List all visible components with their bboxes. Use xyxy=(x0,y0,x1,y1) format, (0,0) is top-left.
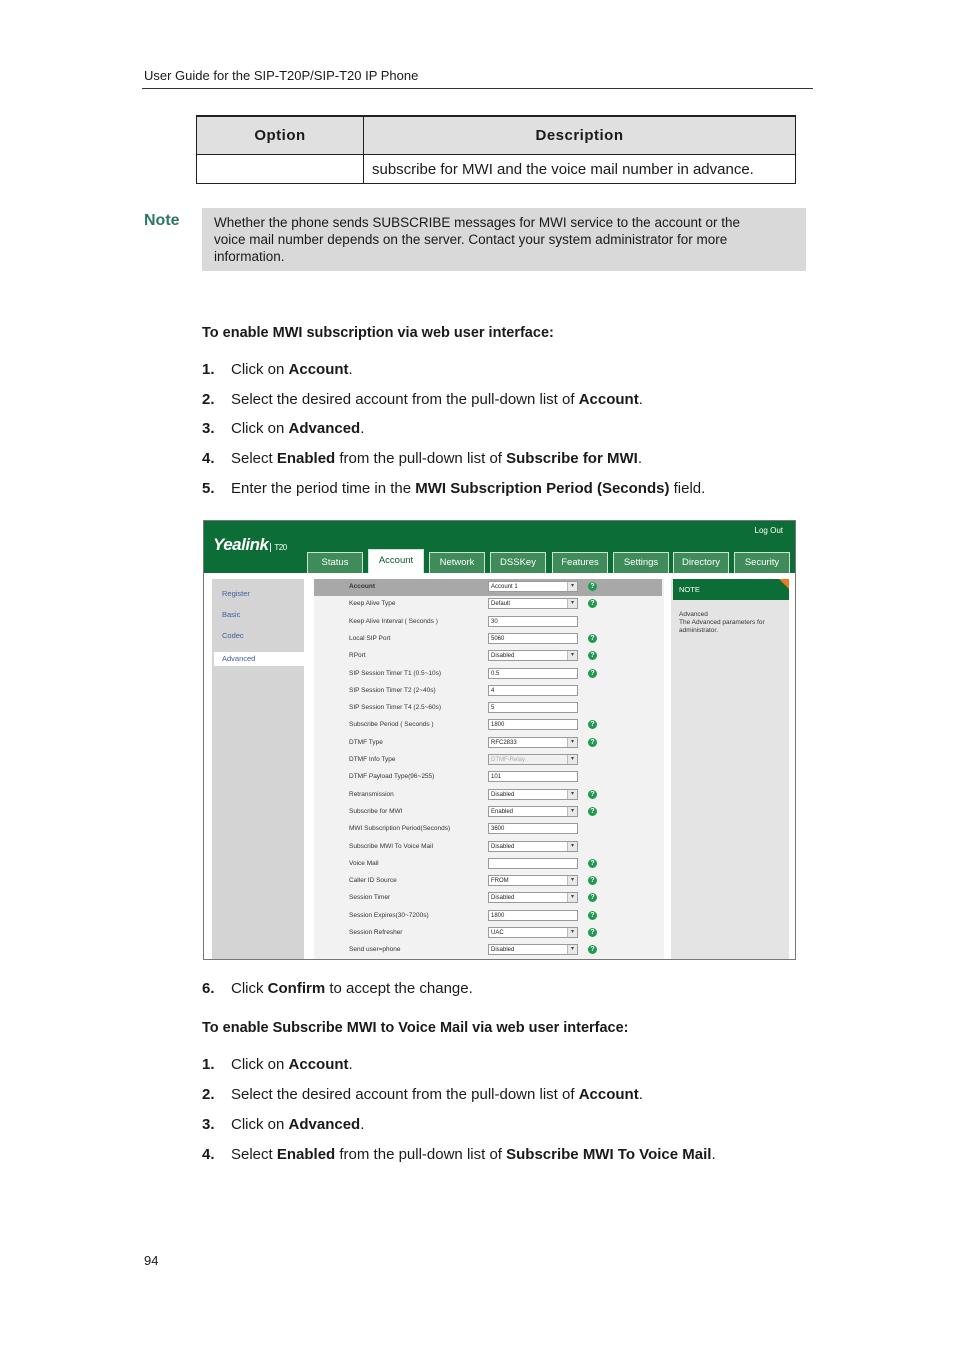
step-text: Click on xyxy=(231,1056,289,1073)
chevron-down-icon[interactable]: ▾ xyxy=(567,651,577,660)
field-label: DTMF Info Type xyxy=(349,756,396,763)
field-label: Session Refresher xyxy=(349,929,403,936)
web-ui-screenshot xyxy=(203,520,796,960)
tab-dsskey[interactable]: DSSKey xyxy=(490,552,546,573)
step-text: . xyxy=(637,450,642,467)
sidebar-item-codec[interactable]: Codec xyxy=(222,631,244,640)
note-panel-heading: Advanced xyxy=(679,611,708,618)
text-field[interactable] xyxy=(488,858,578,869)
field-value: Default xyxy=(491,601,511,608)
note-line: information. xyxy=(214,249,285,264)
step-number: 6. xyxy=(202,980,215,997)
form-row xyxy=(314,683,662,700)
logout-link[interactable]: Log Out xyxy=(754,526,783,535)
header-rule xyxy=(142,88,813,89)
tab-network[interactable]: Network xyxy=(429,552,485,573)
form-row xyxy=(314,700,662,717)
step-text: . xyxy=(360,1116,365,1133)
chevron-down-icon[interactable]: ▾ xyxy=(567,755,577,764)
note-panel xyxy=(671,579,789,959)
note-line: voice mail number depends on the server. Contact your system administrator for more xyxy=(214,232,728,247)
field-value: 0.5 xyxy=(491,670,500,677)
chevron-down-icon[interactable]: ▾ xyxy=(567,928,577,937)
step-bold-term: Confirm xyxy=(267,980,326,997)
field-value: 3600 xyxy=(491,826,505,833)
form-row xyxy=(314,908,662,925)
option-table xyxy=(196,115,796,184)
note-line: Whether the phone sends SUBSCRIBE messages for MWI service to the account or the xyxy=(214,215,740,230)
yealink-logo: Yealink T20 xyxy=(213,535,287,554)
step-bold-term: Advanced xyxy=(288,1116,361,1133)
form-row xyxy=(314,890,662,907)
description-cell: subscribe for MWI and the voice mail number in advance. xyxy=(364,155,796,184)
text-field[interactable] xyxy=(488,823,578,834)
tab-settings[interactable]: Settings xyxy=(613,552,669,573)
description-column-header: Description xyxy=(364,116,796,155)
step-text: . xyxy=(360,420,365,437)
step-text: . xyxy=(348,1056,353,1073)
section-heading: To enable MWI subscription via web user interface: xyxy=(202,325,554,341)
chevron-down-icon[interactable]: ▾ xyxy=(567,945,577,954)
form-row xyxy=(314,942,662,959)
field-label: DTMF Payload Type(96~255) xyxy=(349,773,435,781)
form-row xyxy=(314,925,662,942)
step-bold-term: Account xyxy=(288,361,349,378)
field-label: Subscribe MWI To Voice Mail xyxy=(349,842,434,850)
field-value: 30 xyxy=(491,618,498,625)
field-value: FROM xyxy=(491,878,509,885)
field-label: DTMF Type xyxy=(349,738,383,746)
field-value: UAC xyxy=(491,930,504,936)
select-field[interactable] xyxy=(488,806,578,817)
chevron-down-icon[interactable]: ▾ xyxy=(567,807,577,816)
step-text: to accept the change. xyxy=(325,980,473,997)
select-field[interactable] xyxy=(488,754,578,765)
field-label: Subscribe for MWI xyxy=(349,807,403,815)
form-row xyxy=(314,839,662,856)
chevron-down-icon[interactable]: ▾ xyxy=(567,893,577,902)
field-value: 1800 xyxy=(491,912,505,919)
field-label: Session Expires(30~7200s) xyxy=(349,911,429,919)
field-label: Send user=phone xyxy=(349,946,401,954)
note-box xyxy=(202,208,806,271)
text-field[interactable] xyxy=(488,616,578,627)
field-label: Voice Mail xyxy=(349,859,379,867)
step-item xyxy=(202,980,473,997)
form-row xyxy=(314,614,662,631)
step-text: from the pull-down list of xyxy=(335,450,507,467)
step-text: Select the desired account from the pull-down list of xyxy=(231,1086,579,1103)
step-number: 1. xyxy=(202,1056,215,1073)
field-label: Subscribe Period ( Seconds ) xyxy=(349,721,434,729)
field-value: DTMF-Relay xyxy=(491,757,525,763)
field-value: Disabled xyxy=(491,895,515,902)
help-icon[interactable]: ? xyxy=(588,651,597,660)
step-text: field. xyxy=(669,480,706,497)
text-field[interactable] xyxy=(488,719,578,730)
chevron-down-icon[interactable]: ▾ xyxy=(567,790,577,799)
step-item xyxy=(202,480,705,497)
select-field[interactable] xyxy=(488,581,578,592)
field-value: 1800 xyxy=(491,722,505,729)
sidebar-item-register[interactable]: Register xyxy=(222,589,250,598)
step-bold-term: Enabled xyxy=(276,450,336,467)
step-text: . xyxy=(711,1146,716,1163)
field-value: 5060 xyxy=(491,635,505,642)
step-number: 3. xyxy=(202,1116,215,1133)
form-row xyxy=(314,717,662,734)
field-label: Caller ID Source xyxy=(349,877,397,885)
note-panel-title: NOTE xyxy=(673,579,789,600)
select-field[interactable] xyxy=(488,598,578,609)
option-column-header: Option xyxy=(197,116,364,155)
field-label: SIP Session Timer T1 (0.5~10s) xyxy=(349,669,442,677)
sidebar-item-advanced[interactable]: Advanced xyxy=(214,652,304,666)
step-number: 2. xyxy=(202,1086,215,1103)
step-item xyxy=(202,420,364,437)
help-icon[interactable]: ? xyxy=(588,582,597,591)
step-number: 3. xyxy=(202,420,215,437)
form-row xyxy=(314,579,662,596)
field-label: SIP Session Timer T4 (2.5~60s) xyxy=(349,704,442,712)
tab-account[interactable]: Account xyxy=(368,549,424,573)
step-text: . xyxy=(638,1086,643,1103)
form-row xyxy=(314,769,662,786)
field-label: Local SIP Port xyxy=(349,634,391,642)
field-label: Retransmission xyxy=(349,790,394,798)
step-text: Select xyxy=(231,1146,277,1163)
help-icon[interactable]: ? xyxy=(588,790,597,799)
text-field[interactable] xyxy=(488,910,578,921)
select-field[interactable] xyxy=(488,944,578,955)
field-label: Account xyxy=(349,583,375,590)
step-bold-term: Account xyxy=(578,1086,639,1103)
text-field[interactable] xyxy=(488,633,578,644)
field-label: Keep Alive Type xyxy=(349,600,396,608)
chevron-down-icon[interactable]: ▾ xyxy=(567,582,577,591)
step-bold-term: Enabled xyxy=(276,1146,336,1163)
step-text: Select xyxy=(231,450,277,467)
step-bold-term: Subscribe MWI To Voice Mail xyxy=(506,1146,712,1163)
text-field[interactable] xyxy=(488,685,578,696)
form-row xyxy=(314,787,662,804)
page-number: 94 xyxy=(144,1253,159,1268)
field-value: Disabled xyxy=(491,791,515,798)
note-panel-body xyxy=(679,611,785,635)
step-item xyxy=(202,450,642,467)
chevron-down-icon[interactable]: ▾ xyxy=(567,599,577,608)
form-row xyxy=(314,666,662,683)
chevron-down-icon[interactable]: ▾ xyxy=(567,876,577,885)
step-bold-term: Subscribe for MWI xyxy=(506,450,638,467)
help-icon[interactable]: ? xyxy=(588,928,597,937)
step-number: 4. xyxy=(202,1146,215,1163)
select-field[interactable] xyxy=(488,841,578,852)
select-field[interactable] xyxy=(488,875,578,886)
form-row xyxy=(314,873,662,890)
help-icon[interactable]: ? xyxy=(588,876,597,885)
text-field[interactable] xyxy=(488,668,578,679)
section-heading: To enable Subscribe MWI to Voice Mail via web user interface: xyxy=(202,1020,629,1036)
field-value: Disabled xyxy=(491,947,515,954)
running-header: User Guide for the SIP-T20P/SIP-T20 IP Phone xyxy=(144,68,419,83)
help-icon[interactable]: ? xyxy=(588,634,597,643)
help-icon[interactable]: ? xyxy=(588,738,597,747)
step-text: Click on xyxy=(231,361,289,378)
help-icon[interactable]: ? xyxy=(588,720,597,729)
field-label: Session Timer xyxy=(349,894,391,902)
tab-directory[interactable]: Directory xyxy=(673,552,729,573)
field-value: Disabled xyxy=(491,843,515,850)
step-number: 4. xyxy=(202,450,215,467)
field-value: 5 xyxy=(491,705,495,712)
note-corner-icon xyxy=(779,579,789,589)
select-field[interactable] xyxy=(488,650,578,661)
tab-features[interactable]: Features xyxy=(552,552,608,573)
help-icon[interactable]: ? xyxy=(588,807,597,816)
field-value: Account 1 xyxy=(491,584,518,590)
field-value: Disabled xyxy=(491,653,515,660)
step-number: 2. xyxy=(202,391,215,408)
help-icon[interactable]: ? xyxy=(588,859,597,868)
step-bold-term: MWI Subscription Period (Seconds) xyxy=(415,480,670,497)
select-field[interactable] xyxy=(488,927,578,938)
chevron-down-icon[interactable]: ▾ xyxy=(567,738,577,747)
form-row xyxy=(314,596,662,613)
step-bold-term: Account xyxy=(578,391,639,408)
form-row xyxy=(314,631,662,648)
field-value: 101 xyxy=(491,774,502,781)
form-row xyxy=(314,648,662,665)
step-text: Click on xyxy=(231,420,289,437)
text-field[interactable] xyxy=(488,771,578,782)
field-value: 4 xyxy=(491,687,495,694)
help-icon[interactable]: ? xyxy=(588,599,597,608)
tab-status[interactable]: Status xyxy=(307,552,363,573)
top-bar xyxy=(204,521,795,573)
step-item xyxy=(202,1086,643,1103)
left-navigation xyxy=(212,579,304,959)
step-text: Select the desired account from the pull-down list of xyxy=(231,391,579,408)
text-field[interactable] xyxy=(488,702,578,713)
tab-security[interactable]: Security xyxy=(734,552,790,573)
field-label: Keep Alive Interval ( Seconds ) xyxy=(349,617,438,625)
step-item xyxy=(202,391,643,408)
step-text: Click xyxy=(231,980,268,997)
help-icon[interactable]: ? xyxy=(588,669,597,678)
option-cell xyxy=(197,155,364,184)
form-row xyxy=(314,735,662,752)
field-label: MWI Subscription Period(Seconds) xyxy=(349,825,451,833)
field-label: RPort xyxy=(349,652,366,660)
step-item xyxy=(202,1146,716,1163)
step-item xyxy=(202,361,353,378)
field-label: SIP Session Timer T2 (2~40s) xyxy=(349,686,436,694)
step-text: from the pull-down list of xyxy=(335,1146,507,1163)
step-number: 1. xyxy=(202,361,215,378)
step-number: 5. xyxy=(202,480,215,497)
note-label: Note xyxy=(144,212,180,229)
note-panel-text: The Advanced parameters for administrator. xyxy=(679,619,765,634)
field-value: RFC2833 xyxy=(491,739,517,746)
help-icon[interactable]: ? xyxy=(588,893,597,902)
help-icon[interactable]: ? xyxy=(588,945,597,954)
step-text: . xyxy=(638,391,643,408)
step-text: . xyxy=(348,361,353,378)
step-item xyxy=(202,1056,353,1073)
form-row xyxy=(314,804,662,821)
step-bold-term: Advanced xyxy=(288,420,361,437)
step-text: Click on xyxy=(231,1116,289,1133)
step-item xyxy=(202,1116,364,1133)
chevron-down-icon[interactable]: ▾ xyxy=(567,842,577,851)
field-value: Enabled xyxy=(491,808,514,815)
form-row xyxy=(314,821,662,838)
select-field[interactable] xyxy=(488,892,578,903)
form-row xyxy=(314,856,662,873)
advanced-form xyxy=(314,579,664,959)
select-field[interactable] xyxy=(488,737,578,748)
select-field[interactable] xyxy=(488,789,578,800)
sidebar-item-basic[interactable]: Basic xyxy=(222,610,241,619)
step-bold-term: Account xyxy=(288,1056,349,1073)
form-row xyxy=(314,752,662,769)
step-text: Enter the period time in the xyxy=(231,480,416,497)
help-icon[interactable]: ? xyxy=(588,911,597,920)
